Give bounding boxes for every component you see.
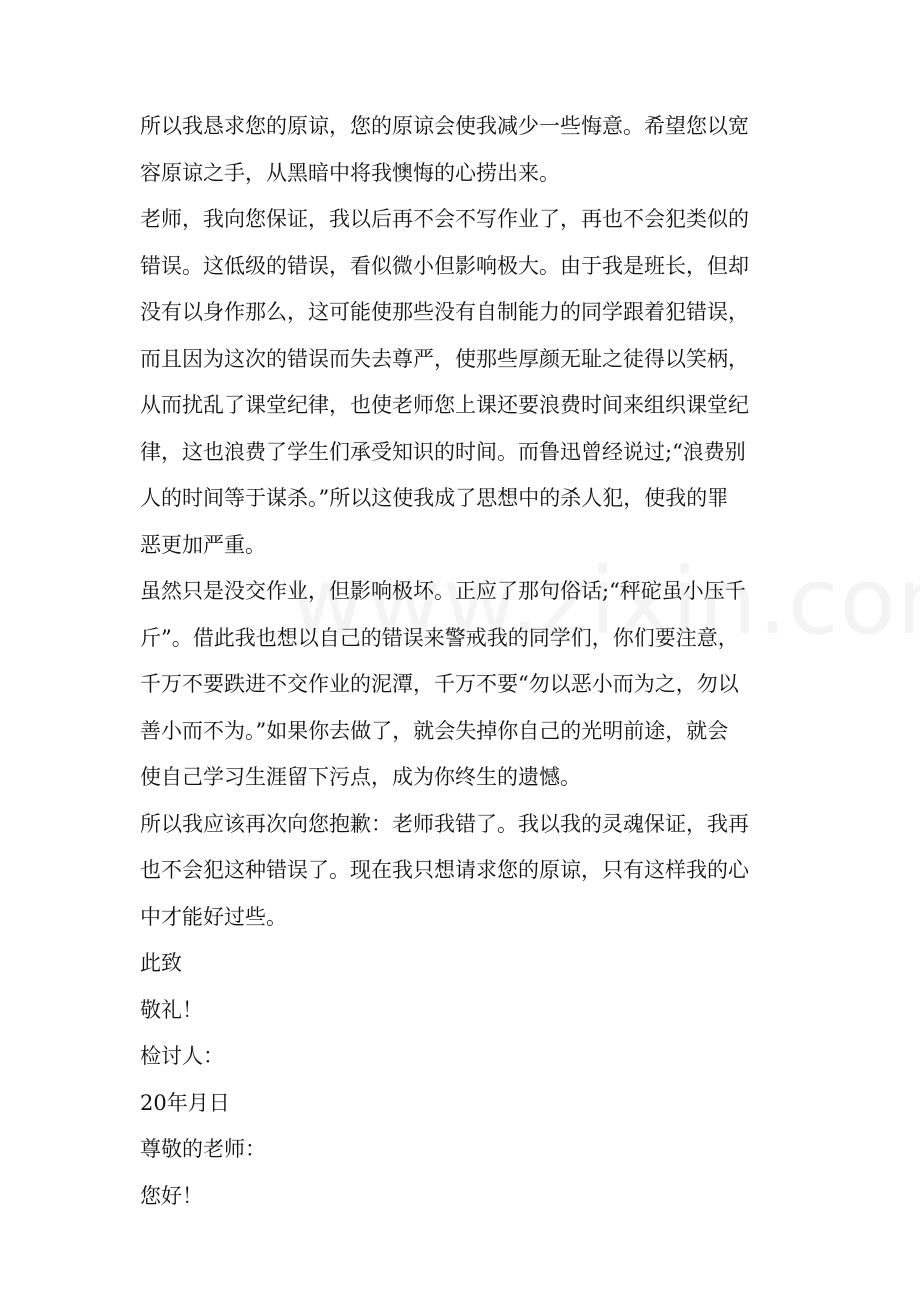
text-line: 错误。这低级的错误，看似微小但影响极大。由于我是班长，但却 [140, 253, 749, 278]
greeting-hello: 您好！ [140, 1183, 203, 1208]
text-line: 人的时间等于谋杀。”所以这使我成了思想中的杀人犯，使我的罪 [140, 486, 729, 510]
text-line: 善小而不为。”如果你去做了，就会失掉你自己的光明前途，就会 [140, 718, 729, 743]
text-line: 没有以身作那么，这可能使那些没有自制能力的同学跟着犯错误， [140, 300, 749, 324]
text-line: 所以我恳求您的原谅，您的原谅会使我减少一些悔意。希望您以宽 [140, 114, 749, 138]
text-line: 中才能好过些。 [140, 904, 287, 929]
greeting-recipient: 尊敬的老师： [140, 1137, 266, 1161]
text-line: 千万不要跌进不交作业的泥潭，千万不要“勿以恶小而为之，勿以 [140, 672, 739, 696]
text-line: 使自己学习生涯留下污点，成为你终生的遗憾。 [140, 765, 581, 789]
document-body [140, 103, 780, 1219]
text-line: 而且因为这次的错误而失去尊严，使那些厚颜无耻之徒得以笑柄， [140, 346, 749, 371]
closing-salutation: 此致 [140, 951, 182, 975]
text-line: 所以我应该再次向您抱歉：老师我错了。我以我的灵魂保证，我再 [140, 811, 749, 836]
signature-label: 检讨人： [140, 1044, 224, 1068]
text-line: 容原谅之手，从黑暗中将我懊悔的心捞出来。 [140, 160, 560, 185]
text-line: 恶更加严重。 [140, 532, 266, 557]
date-line: 20年月日 [140, 1090, 230, 1115]
text-line: 律，这也浪费了学生们承受知识的时间。而鲁迅曾经说过;“浪费别 [140, 439, 746, 464]
text-line: 虽然只是没交作业，但影响极坏。正应了那句俗话;“秤砣虽小压千 [140, 579, 746, 603]
text-line: 老师，我向您保证，我以后再不会不写作业了，再也不会犯类似的 [140, 207, 749, 231]
text-line: 斤”。借此我也想以自己的错误来警戒我的同学们，你们要注意， [140, 625, 739, 650]
closing-regards: 敬礼！ [140, 997, 203, 1022]
text-line: 从而扰乱了课堂纪律，也使老师您上课还要浪费时间来组织课堂纪 [140, 393, 749, 417]
text-line: 也不会犯这种错误了。现在我只想请求您的原谅，只有这样我的心 [140, 858, 749, 882]
